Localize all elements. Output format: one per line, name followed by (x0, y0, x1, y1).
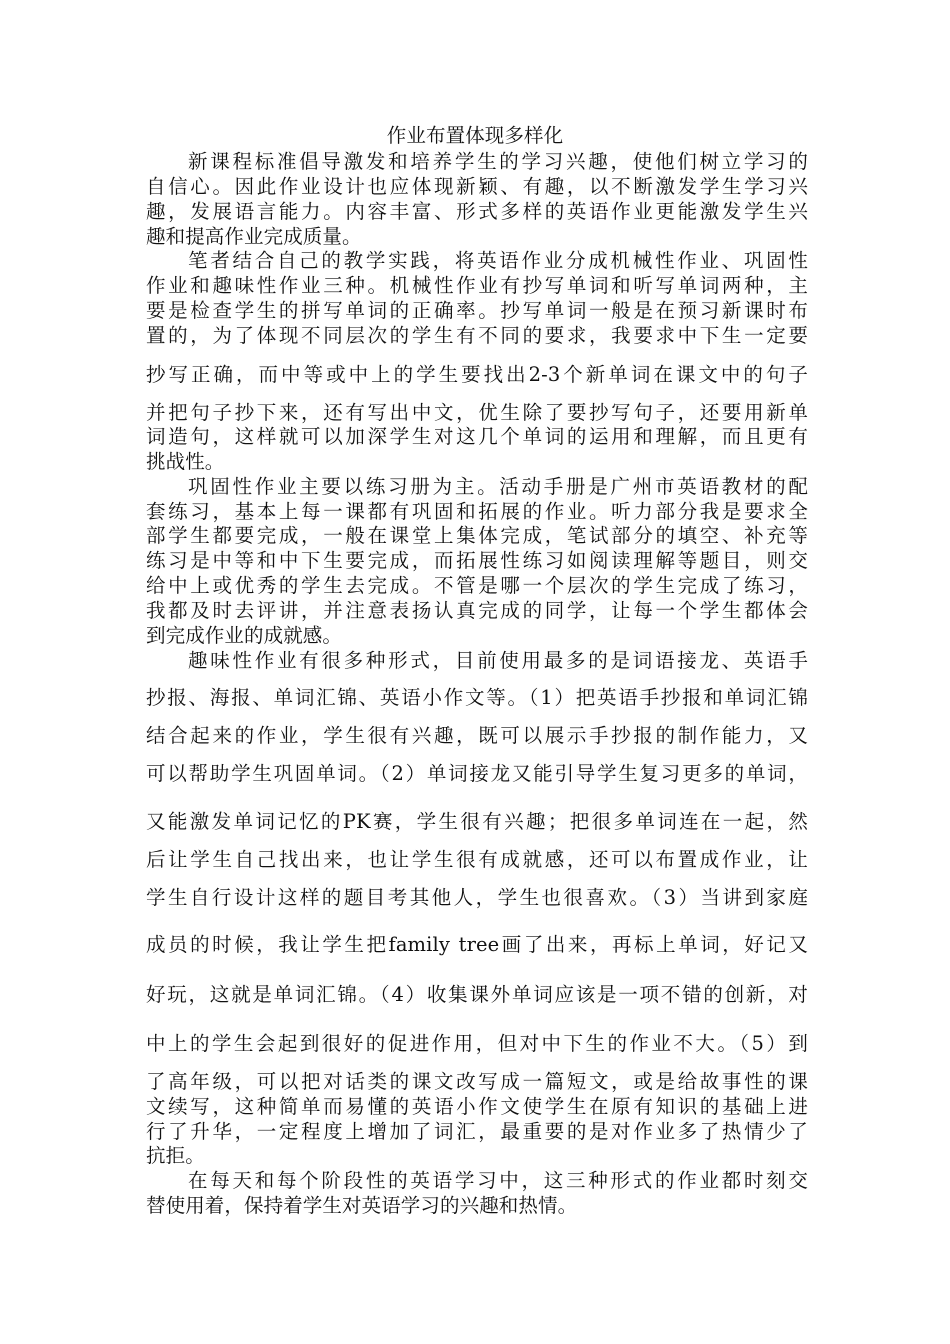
text-line: 作业和趣味性作业三种。机械性作业有抄写单词和听写单词两种，主 (146, 274, 808, 297)
text-line: 新课程标准倡导激发和培养学生的学习兴趣，使他们树立学习的 (188, 150, 808, 173)
text-line: 抗拒。 (146, 1144, 205, 1167)
text-line: 套练习，基本上每一课都有巩固和拓展的作业。听力部分我是要求全 (146, 500, 808, 523)
text-line: 抄报、海报、单词汇锦、英语小作文等。（1）把英语手抄报和单词汇锦 (146, 686, 808, 709)
text-line: 趣，发展语言能力。内容丰富、形式多样的英语作业更能激发学生兴 (146, 200, 808, 223)
text-line: 文续写，这种简单而易懂的英语小作文使学生在原有知识的基础上进 (146, 1095, 808, 1118)
text-line: 抄写正确，而中等或中上的学生要找出2-3个新单词在课文中的句子 (146, 363, 808, 386)
text-line: 行了升华，一定程度上增加了词汇，最重要的是对作业多了热情少了 (146, 1120, 808, 1143)
text-line: 替使用着，保持着学生对英语学习的兴趣和热情。 (146, 1194, 578, 1217)
text-line: 中上的学生会起到很好的促进作用，但对中下生的作业不大。（5）到 (146, 1032, 808, 1055)
text-line: 了高年级，可以把对话类的课文改写成一篇短文，或是给故事性的课 (146, 1070, 808, 1093)
text-line: 笔者结合自己的教学实践，将英语作业分成机械性作业、巩固性 (188, 249, 808, 272)
text-line: 结合起来的作业，学生很有兴趣，既可以展示手抄报的制作能力，又 (146, 724, 808, 747)
text-line: 又能激发单词记忆的PK赛，学生很有兴趣；把很多单词连在一起，然 (146, 810, 808, 833)
text-line: 可以帮助学生巩固单词。（2）单词接龙又能引导学生复习更多的单词， (146, 762, 808, 785)
text-line: 趣和提高作业完成质量。 (146, 225, 362, 248)
text-line: 好玩，这就是单词汇锦。（4）收集课外单词应该是一项不错的创新，对 (146, 983, 808, 1006)
text-line: 自信心。因此作业设计也应体现新颖、有趣，以不断激发学生学习兴 (146, 175, 808, 198)
text-line: 部学生都要完成，一般在课堂上集体完成，笔试部分的填空、补充等 (146, 524, 808, 547)
text-line: 给中上或优秀的学生去完成。不管是哪一个层次的学生完成了练习， (146, 574, 808, 597)
text-line: 练习是中等和中下生要完成，而拓展性练习如阅读理解等题目，则交 (146, 549, 808, 572)
text-line: 并把句子抄下来，还有写出中文，优生除了要抄写句子，还要用新单 (146, 401, 808, 424)
text-line: 挑战性。 (146, 450, 225, 473)
text-line: 学生自行设计这样的题目考其他人，学生也很喜欢。（3）当讲到家庭 (146, 886, 808, 909)
text-line: 巩固性作业主要以练习册为主。活动手册是广州市英语教材的配 (188, 475, 808, 498)
text-line: 词造句，这样就可以加深学生对这几个单词的运用和理解，而且更有 (146, 425, 808, 448)
text-line: 成员的时候，我让学生把family tree画了出来，再标上单词，好记又 (146, 933, 808, 956)
text-line: 到完成作业的成就感。 (146, 624, 343, 647)
text-line: 在每天和每个阶段性的英语学习中，这三种形式的作业都时刻交 (188, 1169, 808, 1192)
text-line: 我都及时去评讲，并注意表扬认真完成的同学，让每一个学生都体会 (146, 599, 808, 622)
text-line: 置的，为了体现不同层次的学生有不同的要求，我要求中下生一定要 (146, 324, 808, 347)
text-line: 要是检查学生的拼写单词的正确率。抄写单词一般是在预习新课时布 (146, 299, 808, 322)
text-line: 趣味性作业有很多种形式，目前使用最多的是词语接龙、英语手 (188, 649, 808, 672)
document-title: 作业布置体现多样化 (386, 124, 564, 147)
text-line: 后让学生自己找出来，也让学生很有成就感，还可以布置成作业，让 (146, 848, 808, 871)
